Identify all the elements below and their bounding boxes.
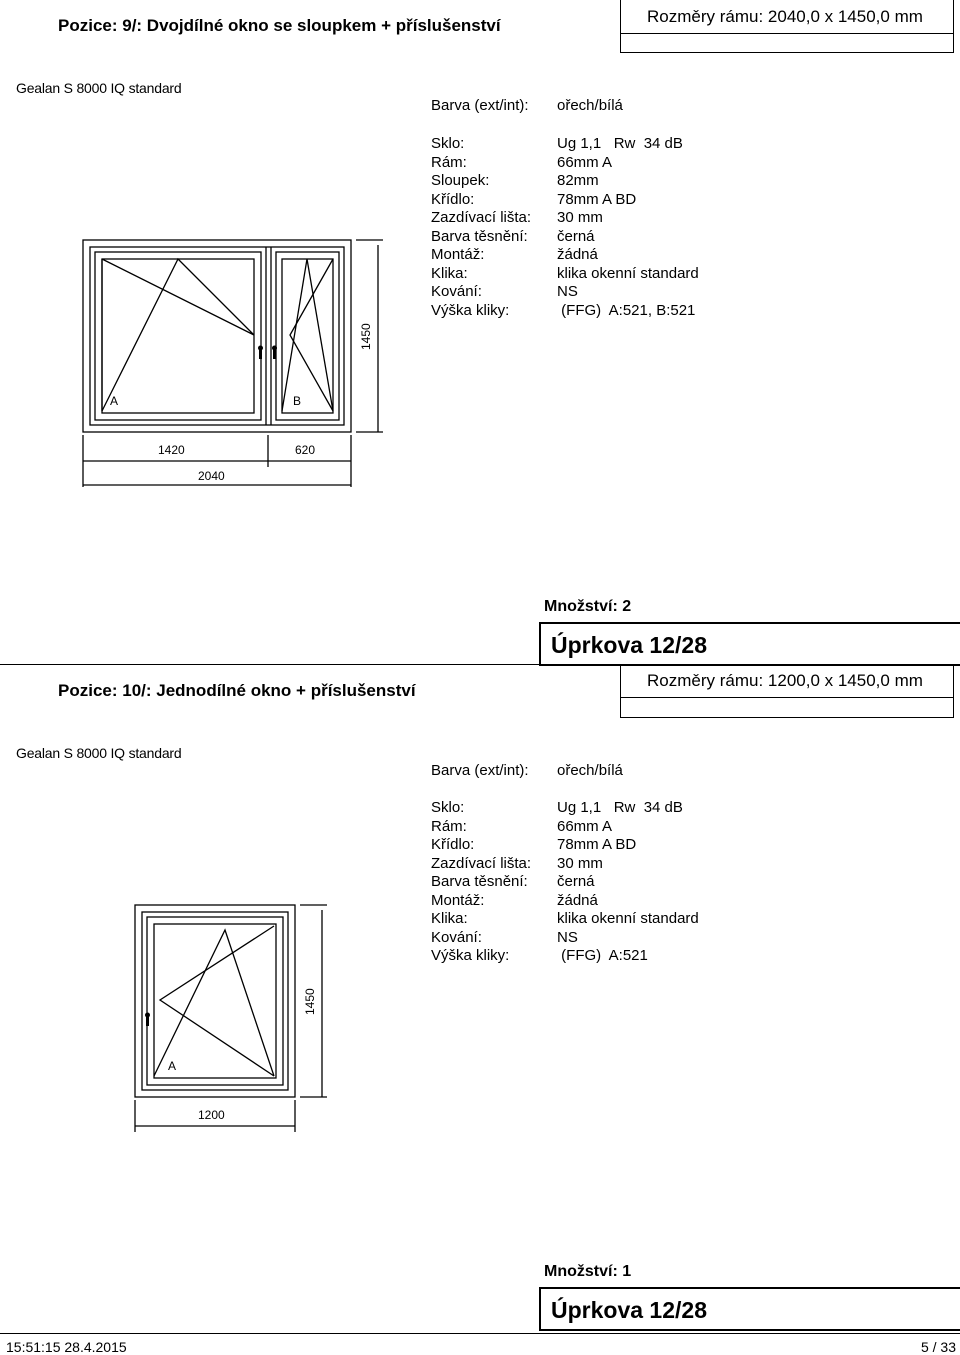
frame-dims-divider [620, 33, 954, 34]
property-label: Klika: [431, 264, 468, 282]
color-label: Barva (ext/int): [431, 97, 529, 114]
width-b-dim-label: 620 [295, 443, 316, 457]
property-value: žádná [557, 891, 598, 909]
property-row [431, 283, 851, 302]
property-value: 78mm A BD [557, 836, 637, 853]
property-label: Rám: [431, 153, 467, 171]
property-value: 66mm A [557, 153, 613, 171]
property-label: Výška kliky: [431, 947, 510, 964]
property-label: Sklo: [431, 799, 465, 816]
frame-dims: Rozměry rámu: 1200,0 x 1450,0 mm [647, 671, 923, 690]
property-row [431, 172, 851, 191]
property-label: Rám: [431, 817, 467, 835]
property-row [431, 947, 851, 966]
property-row [431, 855, 851, 874]
height-dim-label: 1450 [359, 323, 373, 350]
property-value: 66mm A [557, 817, 613, 835]
upr-label: Úprkova 12/28 [539, 622, 960, 666]
property-row [431, 892, 851, 911]
property-value: 78mm A BD [557, 190, 637, 208]
property-label: Kování: [431, 928, 482, 946]
position-separator [0, 664, 540, 665]
property-value: (FFG) A:521 [557, 947, 648, 964]
property-row [431, 191, 851, 210]
property-value: Ug 1,1 Rw 34 dB [557, 799, 683, 816]
height-dim-label: 1450 [303, 988, 317, 1015]
footer-page-number: 5 / 33 [920, 1339, 956, 1355]
total-width-dim-label: 2040 [198, 469, 225, 483]
property-value: 30 mm [557, 854, 603, 872]
property-value: NS [557, 283, 578, 300]
property-row [431, 246, 851, 265]
frame-dims-box [620, 0, 954, 54]
property-row [431, 302, 851, 321]
property-label: Sloupek: [431, 172, 490, 189]
color-value: ořech/bílá [557, 97, 623, 114]
property-value: 82mm [557, 172, 599, 189]
property-value: žádná [557, 246, 598, 263]
property-label: Zazdívací lišta: [431, 209, 532, 226]
sash-a-label: A [110, 394, 119, 408]
property-label: Křídlo: [431, 190, 475, 208]
window-drawing-pos10 [130, 900, 340, 1140]
property-row [431, 818, 851, 837]
color-label: Barva (ext/int): [431, 762, 529, 779]
window-drawing-pos9 [78, 235, 388, 495]
property-label: Zazdívací lišta: [431, 854, 532, 872]
sash-a-label: A [168, 1059, 177, 1073]
color-value: ořech/bílá [557, 762, 623, 779]
property-row [431, 265, 851, 284]
property-label: Klika: [431, 910, 468, 927]
color-row [431, 97, 851, 116]
property-row [431, 836, 851, 855]
quantity: Množství: 2 [544, 598, 632, 615]
property-row [431, 154, 851, 173]
property-label: Montáž: [431, 246, 485, 263]
property-value: klika okenní standard [557, 910, 699, 927]
quantity: Množství: 1 [544, 1263, 632, 1280]
property-value: klika okenní standard [557, 264, 699, 282]
frame-dims-box [620, 664, 954, 719]
property-value: 30 mm [557, 209, 603, 226]
product-name: Gealan S 8000 IQ standard [16, 80, 182, 96]
property-row [431, 873, 851, 892]
property-row [431, 135, 851, 154]
property-label: Kování: [431, 283, 482, 300]
product-name: Gealan S 8000 IQ standard [16, 745, 182, 761]
sash-b [276, 252, 339, 420]
property-row [431, 209, 851, 228]
footer-timestamp: 15:51:15 28.4.2015 [6, 1339, 127, 1355]
property-value: (FFG) A:521, B:521 [557, 301, 696, 319]
property-value: černá [557, 873, 595, 890]
property-label: Křídlo: [431, 836, 475, 853]
property-label: Sklo: [431, 135, 465, 152]
outer-frame [83, 240, 351, 432]
frame-dims-divider [620, 697, 954, 698]
property-row [431, 799, 851, 818]
position-9-header [0, 0, 960, 54]
property-value: NS [557, 928, 578, 946]
property-row [431, 228, 851, 247]
width-dim-label: 1200 [198, 1108, 225, 1122]
sash-b-label: B [293, 394, 302, 408]
width-a-dim-label: 1420 [158, 443, 185, 457]
properties-list [431, 799, 851, 966]
upr-label: Úprkova 12/28 [539, 1287, 960, 1331]
property-label: Výška kliky: [431, 301, 510, 319]
property-label: Barva těsnění: [431, 227, 528, 245]
footer-rule [0, 1333, 960, 1334]
property-value: černá [557, 227, 595, 245]
property-label: Montáž: [431, 891, 485, 909]
property-value: Ug 1,1 Rw 34 dB [557, 135, 683, 152]
frame-dims: Rozměry rámu: 2040,0 x 1450,0 mm [647, 7, 923, 26]
position-title: Pozice: 10/: Jednodílné okno + příslušenství [58, 681, 416, 700]
property-row [431, 910, 851, 929]
color-row [431, 762, 851, 781]
properties-list [431, 135, 851, 320]
sash-a [95, 252, 261, 420]
position-title: Pozice: 9/: Dvojdílné okno se sloupkem + příslušenství [58, 16, 501, 35]
property-row [431, 929, 851, 948]
property-label: Barva těsnění: [431, 873, 528, 890]
